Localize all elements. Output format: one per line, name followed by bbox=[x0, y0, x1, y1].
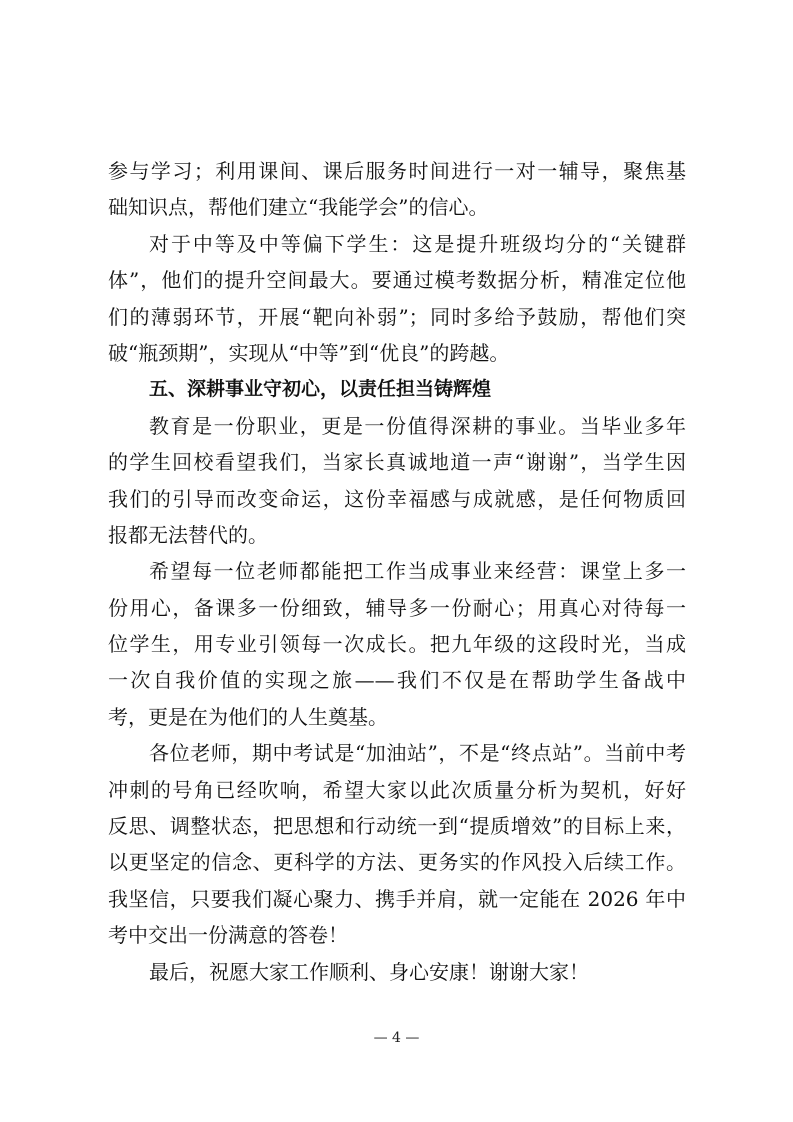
text-line: 一次自我价值的实现之旅——我们不仅是在帮助学生备战中 bbox=[108, 668, 686, 693]
page-number: — 4 — bbox=[373, 1030, 420, 1046]
text-line: 位学生，用专业引领每一次成长。把九年级的这段时光，当成 bbox=[108, 632, 686, 657]
text-line: 破“瓶颈期”，实现从“中等”到“优良”的跨越。 bbox=[108, 340, 510, 365]
text-line: 础知识点，帮他们建立“我能学会”的信心。 bbox=[108, 195, 489, 220]
text-line: 冲刺的号角已经吹响，希望大家以此次质量分析为契机，好好 bbox=[108, 777, 686, 802]
text-line: 希望每一位老师都能把工作当成事业来经营：课堂上多一 bbox=[149, 559, 686, 584]
text-line: 我们的引导而改变命运，这份幸福感与成就感，是任何物质回 bbox=[108, 486, 686, 511]
text-line: 反思、调整状态，把思想和行动统一到“提质增效”的目标上来， bbox=[108, 814, 686, 839]
body-text bbox=[108, 153, 686, 990]
text-line: 们的薄弱环节，开展“靶向补弱”；同时多给予鼓励，帮他们突 bbox=[108, 304, 686, 329]
text-line: 的学生回校看望我们，当家长真诚地道一声“谢谢”，当学生因 bbox=[108, 450, 686, 475]
text-line: 考，更是在为他们的人生奠基。 bbox=[108, 704, 388, 729]
section-heading: 五、深耕事业守初心，以责任担当铸辉煌 bbox=[149, 378, 492, 401]
text-line: 各位老师，期中考试是“加油站”，不是“终点站”。当前中考 bbox=[149, 741, 686, 766]
text-line: 份用心，备课多一份细致，辅导多一份耐心；用真心对待每一 bbox=[108, 595, 686, 620]
text-line: 参与学习；利用课间、课后服务时间进行一对一辅导，聚焦基 bbox=[108, 159, 686, 183]
text-line: 以更坚定的信念、更科学的方法、更务实的作风投入后续工作。 bbox=[108, 850, 686, 875]
text-line: 我坚信，只要我们凝心聚力、携手并肩，就一定能在 2026 年中 bbox=[108, 886, 686, 911]
text-line: 对于中等及中等偏下学生：这是提升班级均分的“关键群 bbox=[149, 231, 686, 256]
text-line: 报都无法替代的。 bbox=[108, 522, 268, 547]
text-line: 考中交出一份满意的答卷！ bbox=[108, 923, 348, 948]
text-line: 教育是一份职业，更是一份值得深耕的事业。当毕业多年 bbox=[149, 413, 686, 438]
text-line: 最后，祝愿大家工作顺利、身心安康！谢谢大家！ bbox=[149, 959, 589, 984]
text-line: 体”，他们的提升空间最大。要通过模考数据分析，精准定位他 bbox=[108, 268, 686, 293]
